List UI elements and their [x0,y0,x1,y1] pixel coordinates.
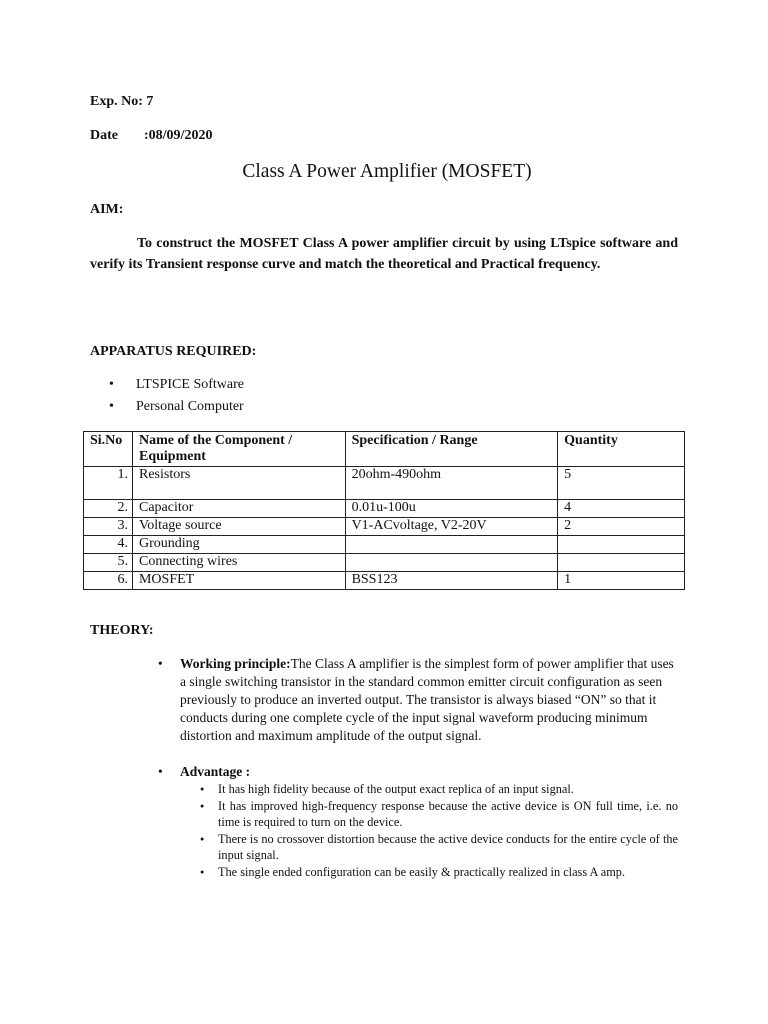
header-component: Name of the Component / Equipment [132,432,345,467]
working-principle-label: Working principle: [180,656,291,671]
cell-si-no: 1. [84,467,133,500]
date-value: :08/09/2020 [144,128,213,143]
table-row [84,536,685,554]
cell-component: Connecting wires [132,554,345,572]
cell-quantity [558,536,685,554]
cell-si-no: 3. [84,518,133,536]
apparatus-heading: APPARATUS REQUIRED: [90,344,257,359]
working-principle-text: The Class A amplifier is the simplest form of power amplifier that uses a single switching transistor in the standard common emitter circuit configuration as seen previously to produce an inverted output. The transistor is always biased “ON” so that it conducts during one complete cycle of the input signal waveform producing minimum distortion and maximum amplitude of the output signal. [180,656,674,743]
cell-component: Grounding [132,536,345,554]
list-item: ● It has improved high-frequency response because the active device is ON full time, i.e. no time is required to turn on the device. [197,798,678,831]
exp-value: 7 [146,94,154,109]
cell-quantity: 4 [558,500,685,518]
cell-component: Resistors [132,467,345,500]
cell-specification: 0.01u-100u [345,500,558,518]
advantage-label: Advantage : [180,764,251,779]
cell-specification: V1-ACvoltage, V2-20V [345,518,558,536]
table-header-row [84,432,685,467]
cell-specification: 20ohm-490ohm [345,467,558,500]
cell-component: Capacitor [132,500,345,518]
table-row [84,554,685,572]
cell-specification [345,536,558,554]
cell-specification: BSS123 [345,572,558,590]
aim-text: To construct the MOSFET Class A power amplifier circuit by using LTspice software and verify its Transient response curve and match the theoretical and Practical frequency. [90,236,678,272]
advantage-item [158,763,678,880]
cell-quantity: 5 [558,467,685,500]
table-row [84,572,685,590]
cell-si-no: 6. [84,572,133,590]
cell-si-no: 5. [84,554,133,572]
advantage-list [180,781,678,880]
date-label: Date [90,128,118,143]
components-table [83,431,685,590]
list-item: ● The single ended configuration can be easily & practically realized in class A amp. [197,864,678,881]
table-row [84,500,685,518]
cell-quantity: 1 [558,572,685,590]
document-title: Class A Power Amplifier (MOSFET) [242,161,532,182]
theory-heading: THEORY: [90,623,154,638]
cell-component: Voltage source [132,518,345,536]
cell-specification [345,554,558,572]
table-row [84,518,685,536]
cell-component: MOSFET [132,572,345,590]
list-item: • Personal Computer [107,398,244,420]
theory-list [158,655,678,880]
aim-heading: AIM: [90,202,124,217]
cell-quantity [558,554,685,572]
header-specification: Specification / Range [345,432,558,467]
cell-si-no: 2. [84,500,133,518]
header-quantity: Quantity [558,432,685,467]
header-si-no: Si.No [84,432,133,467]
working-principle-item [158,655,678,745]
list-item: ● It has high fidelity because of the output exact replica of an input signal. [197,781,678,798]
exp-label: Exp. No: [90,94,143,109]
experiment-date [90,128,212,144]
cell-quantity: 2 [558,518,685,536]
table-row [84,467,685,500]
list-item: • LTSPICE Software [107,376,244,398]
apparatus-list [107,376,244,420]
list-item: ● There is no crossover distortion because the active device conducts for the entire cycle of the input signal. [197,831,678,864]
experiment-number [90,94,153,110]
cell-si-no: 4. [84,536,133,554]
